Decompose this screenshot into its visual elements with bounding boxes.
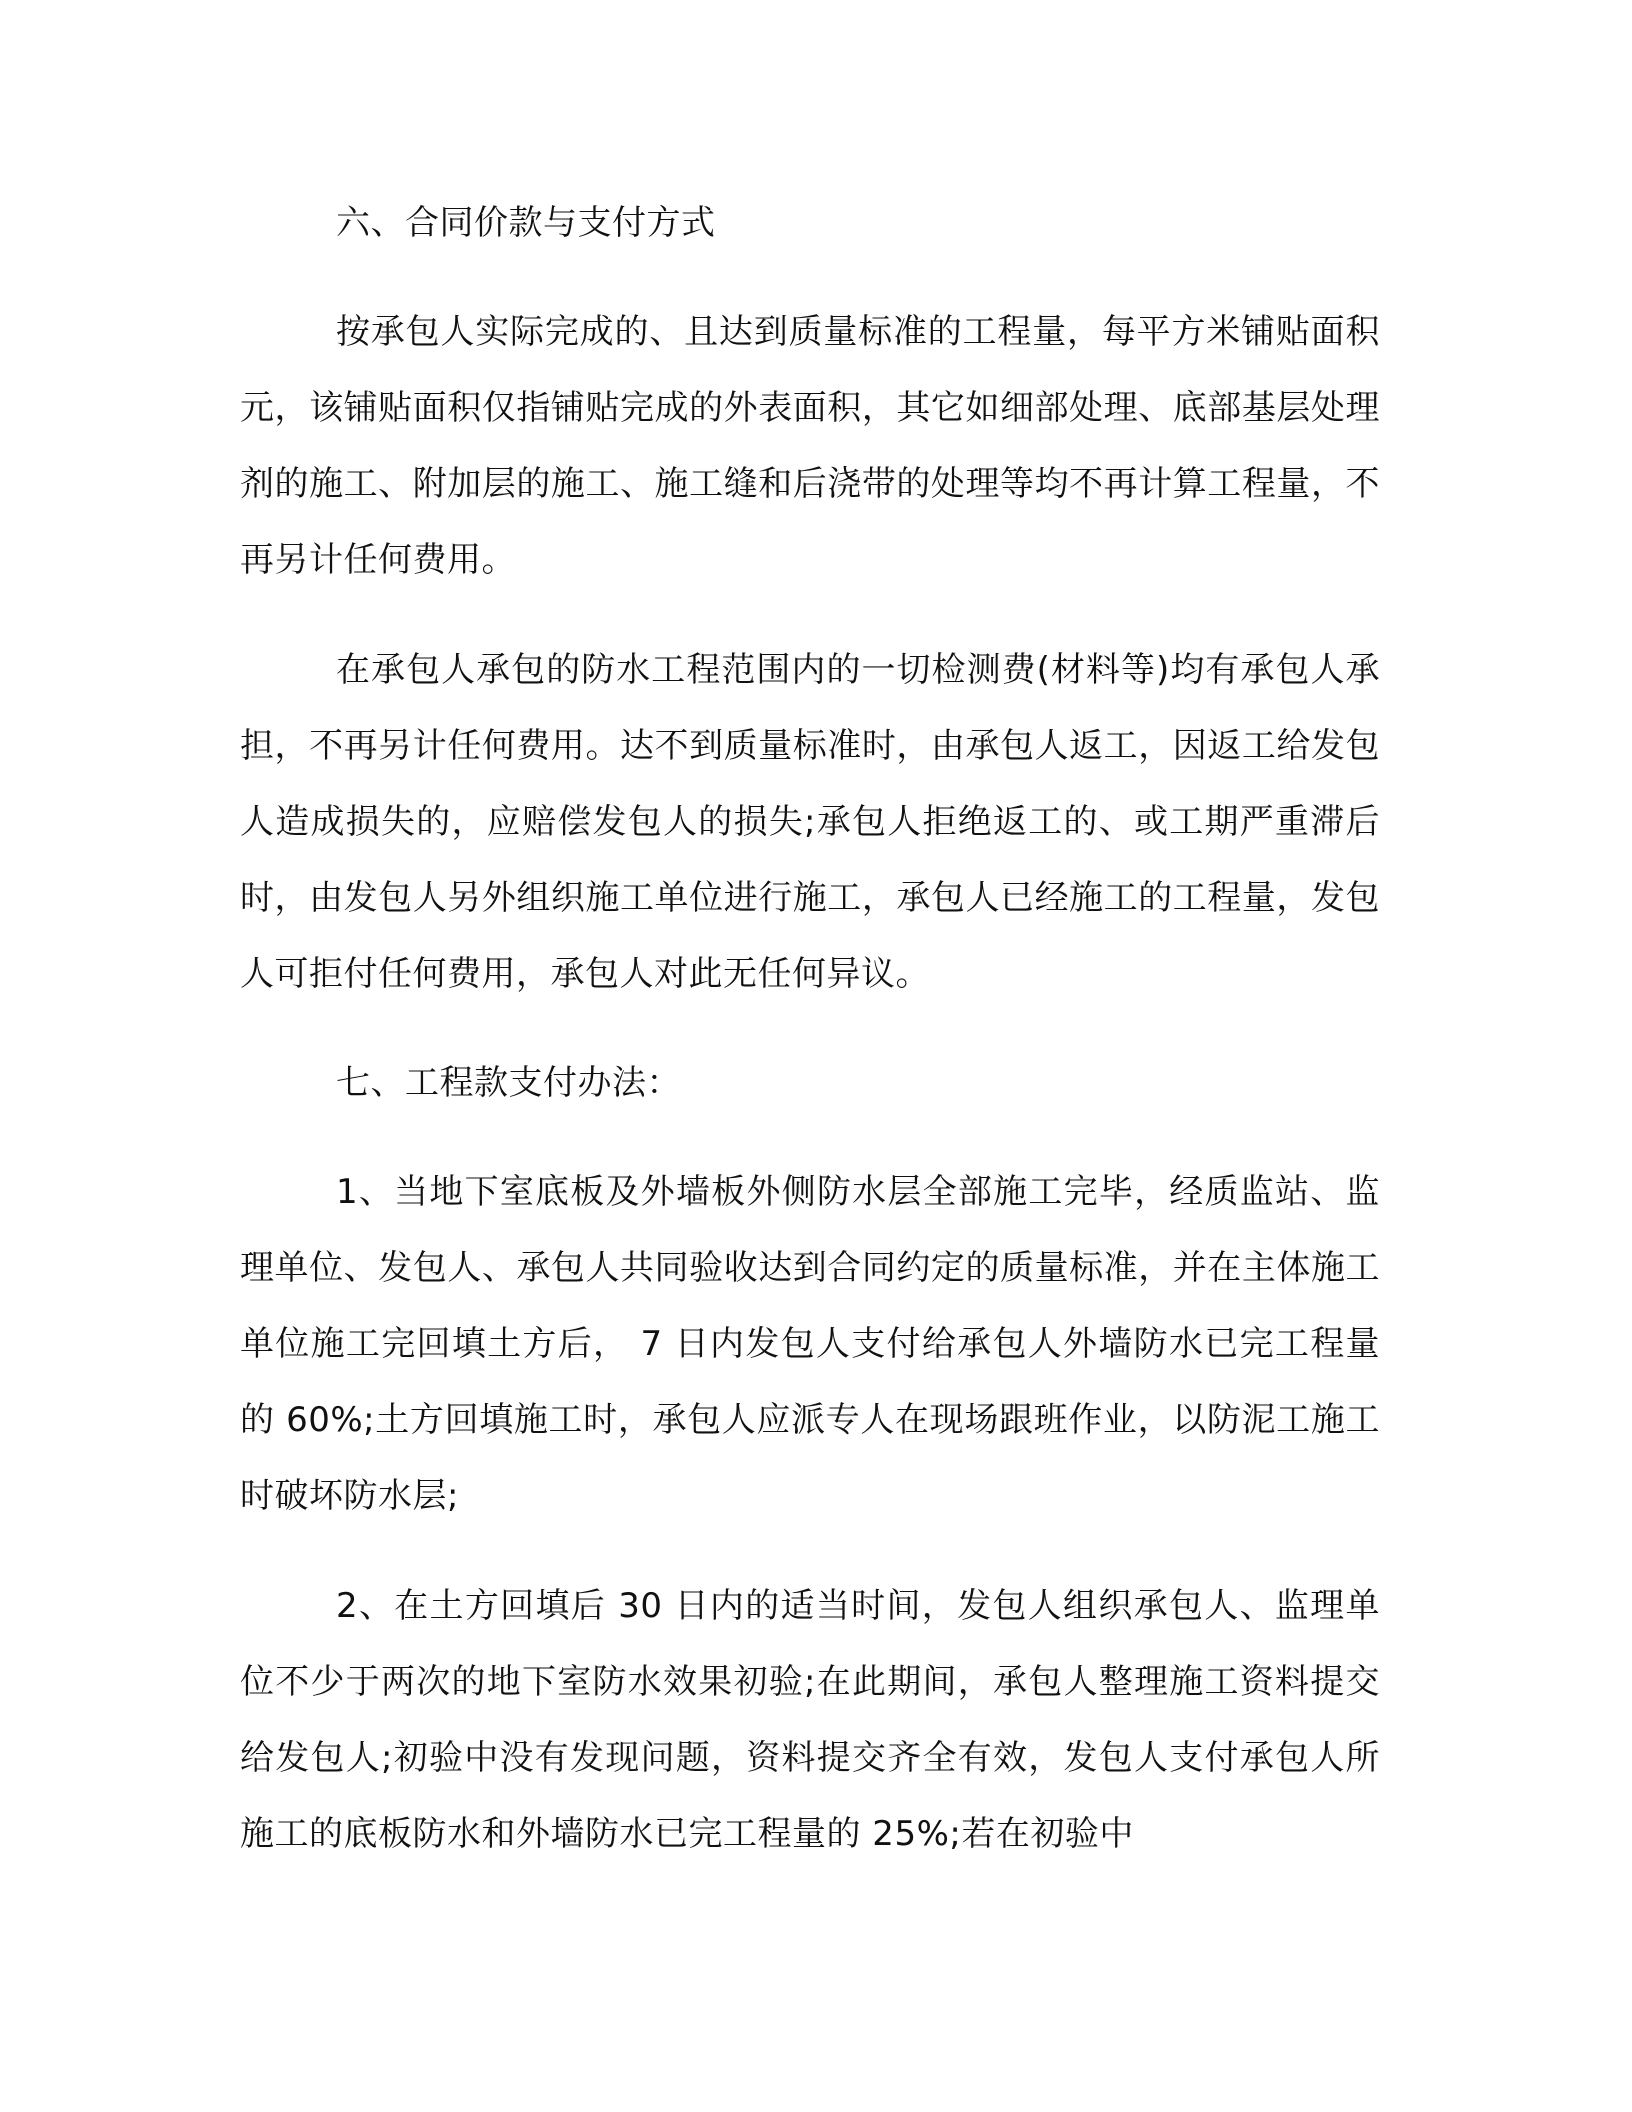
section-heading-payment-method: 七、工程款支付办法：	[336, 1063, 681, 1103]
paragraph-payment-item-1: 1、当地下室底板及外墙板外侧防水层全部施工完毕，经质监站、监理单位、发包人、承包人共同验收达到合同约定的质量标准，并在主体施工单位施工完回填土方后， 7 日内发包人支付给承包人外墙防水已完工程量的 60%;土方回填施工时，承包人应派专人在现场跟班作业，以防泥工施工时破坏防水层;	[240, 1172, 1380, 1516]
paragraph-payment-item-2: 2、在土方回填后 30 日内的适当时间，发包人组织承包人、监理单位不少于两次的地下室防水效果初验;在此期间，承包人整理施工资料提交给发包人;初验中没有发现问题，资料提交齐全有效，发包人支付承包人所施工的底板防水和外墙防水已完工程量的 25%;若在初验中	[240, 1586, 1380, 1854]
paragraph-inspection-fees: 在承包人承包的防水工程范围内的一切检测费(材料等)均有承包人承担，不再另计任何费用。达不到质量标准时，由承包人返工，因返工给发包人造成损失的，应赔偿发包人的损失;承包人拒绝返工的、或工期严重滞后时，由发包人另外组织施工单位进行施工，承包人已经施工的工程量，发包人可拒付任何费用，承包人对此无任何异议。	[240, 650, 1380, 994]
paragraph-unit-price: 按承包人实际完成的、且达到质量标准的工程量，每平方米铺贴面积 元，该铺贴面积仅指铺贴完成的外表面积，其它如细部处理、底部基层处理剂的施工、附加层的施工、施工缝和后浇带的处理等均不再计算工程量，不再另计任何费用。	[240, 312, 1380, 580]
document-body	[240, 186, 1380, 1906]
section-heading-contract-price: 六、合同价款与支付方式	[336, 203, 716, 243]
